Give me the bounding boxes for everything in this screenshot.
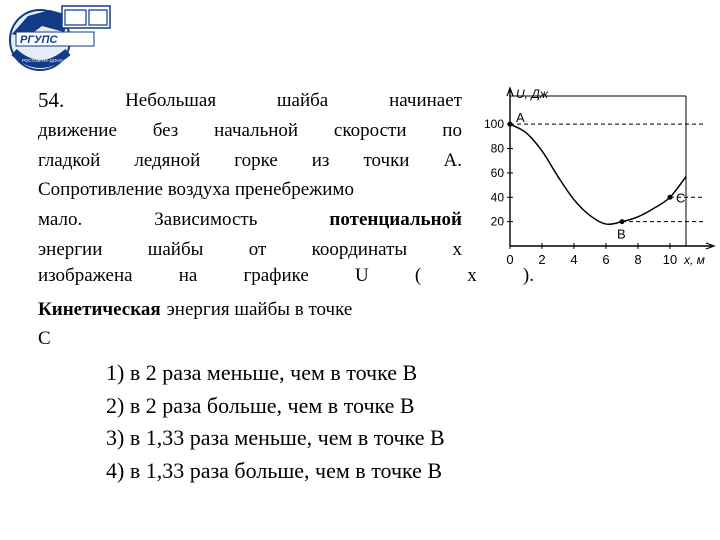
line-text: Сопротивление воздуха пренебрежимо — [38, 179, 354, 201]
logo-text: РГУПС — [20, 34, 58, 46]
x-tick-label: 4 — [570, 252, 578, 267]
word: Зависимость — [154, 209, 258, 231]
word: графике — [243, 265, 309, 286]
word: на — [178, 265, 198, 286]
energy-curve — [510, 124, 686, 224]
point-marker — [668, 195, 673, 200]
logo-subtext: РОСТОВ-НА-ДОНУ — [22, 58, 63, 63]
x-axis-label: x, м — [684, 253, 705, 267]
answer-option-4[interactable]: 4) в 1,33 раза больше, чем в точке В — [106, 457, 443, 483]
word: без — [152, 119, 179, 141]
word: х — [452, 238, 462, 260]
question-line-5 — [38, 205, 462, 235]
word: шайбы — [147, 238, 204, 260]
word: А. — [443, 149, 462, 171]
question-number: 54. — [38, 88, 65, 112]
energy-graph — [472, 84, 716, 274]
answer-option-3[interactable]: 3) в 1,33 раза меньше, чем в точке В — [106, 425, 445, 450]
point-label: C — [676, 190, 686, 206]
word: энергии — [38, 238, 103, 260]
question-line-7 — [38, 265, 534, 287]
word: по — [442, 119, 462, 141]
word: ледяной — [134, 149, 201, 171]
word: начальной — [214, 119, 299, 141]
word: U — [354, 265, 369, 286]
word: мало. — [38, 209, 83, 231]
question-line-8 — [38, 295, 462, 325]
point-marker — [508, 122, 513, 127]
word: изображена — [38, 265, 133, 286]
y-tick-label: 100 — [483, 117, 504, 132]
question-line-4 — [38, 175, 462, 205]
x-tick-label: 6 — [602, 252, 610, 267]
line-text: С — [38, 328, 51, 350]
y-axis-label: U, Дж — [516, 87, 549, 101]
word: точки — [363, 149, 410, 171]
question-line-1 — [38, 86, 462, 116]
point-label: B — [617, 226, 626, 242]
y-tick-label: 20 — [490, 214, 504, 229]
word: горке — [234, 149, 278, 171]
word: начинает — [389, 90, 462, 111]
question-line-6 — [38, 235, 462, 265]
word: шайба — [276, 90, 329, 111]
x-tick-label: 0 — [506, 252, 514, 267]
y-tick-label: 80 — [490, 141, 504, 156]
points-layer — [508, 110, 705, 241]
word: движение — [38, 119, 117, 141]
word: от — [248, 238, 267, 260]
word: координаты — [311, 238, 408, 260]
word: ). — [522, 265, 534, 286]
question-line-2 — [38, 116, 462, 146]
word: из — [311, 149, 330, 171]
x-tick-label: 2 — [538, 252, 546, 267]
question-line-3 — [38, 146, 462, 176]
word: скорости — [333, 119, 407, 141]
y-tick-label: 40 — [490, 190, 504, 205]
x-tick-label: 8 — [634, 252, 642, 267]
line-text: энергия шайбы в точке — [166, 298, 353, 320]
point-label: A — [516, 110, 525, 126]
bold-word: Кинетическая — [38, 298, 161, 320]
word: гладкой — [38, 149, 101, 171]
question-text — [38, 86, 462, 354]
point-marker — [620, 219, 625, 224]
answer-options — [106, 357, 445, 487]
answer-option-1[interactable]: 1) в 2 раза меньше, чем в точке В — [106, 360, 418, 385]
university-logo — [2, 2, 114, 80]
curve-layer — [510, 124, 686, 224]
word: Небольшая — [125, 90, 217, 111]
question-line-9 — [38, 324, 462, 354]
y-tick-label: 60 — [490, 165, 504, 180]
word: ( — [414, 265, 422, 286]
word: x — [467, 265, 477, 286]
x-tick-label: 10 — [662, 252, 678, 267]
bold-word: потенциальной — [329, 209, 462, 231]
answer-option-2[interactable]: 2) в 2 раза больше, чем в точке В — [106, 392, 415, 418]
